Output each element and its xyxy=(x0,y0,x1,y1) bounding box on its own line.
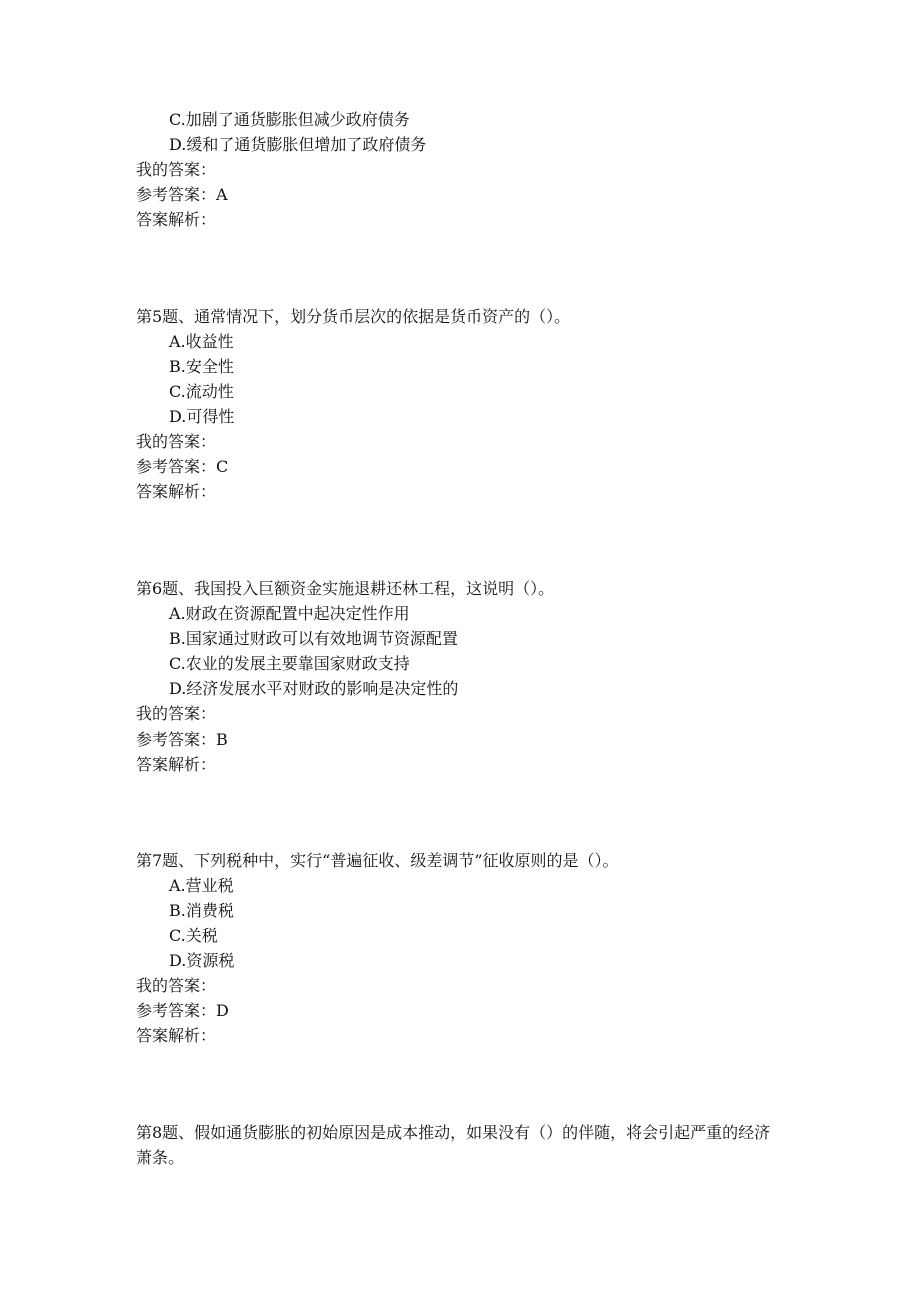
q4-my-answer: 我的答案： xyxy=(136,160,217,179)
q7-option-a: A.营业税 xyxy=(169,876,234,895)
q5-option-b: B.安全性 xyxy=(169,357,234,376)
q7-option-c: C.关税 xyxy=(169,926,218,945)
q7-option-d: D.资源税 xyxy=(169,951,235,970)
q6-option-b: B.国家通过财政可以有效地调节资源配置 xyxy=(169,629,458,648)
q6-option-c: C.农业的发展主要靠国家财政支持 xyxy=(169,654,410,673)
q7-question: 第7题、下列税种中，实行“普遍征收、级差调节”征收原则的是（）。 xyxy=(136,851,619,870)
q6-my-answer: 我的答案： xyxy=(136,704,217,723)
q8-question: 第8题、假如通货膨胀的初始原因是成本推动，如果没有（）的伴随，将会引起严重的经济萧条。 xyxy=(136,1123,771,1167)
q5-my-answer: 我的答案： xyxy=(136,432,217,451)
q7-option-b: B.消费税 xyxy=(169,901,234,920)
q4-option-c: C.加剧了通货膨胀但减少政府债务 xyxy=(169,110,410,129)
q7-answer-analysis: 答案解析： xyxy=(136,1026,217,1045)
q7-reference-answer: 参考答案：D xyxy=(136,1001,229,1020)
q7-my-answer: 我的答案： xyxy=(136,976,217,995)
q4-answer-analysis: 答案解析： xyxy=(136,210,217,229)
q4-reference-answer: 参考答案：A xyxy=(136,185,228,204)
q5-option-c: C.流动性 xyxy=(169,382,234,401)
q6-option-d: D.经济发展水平对财政的影响是决定性的 xyxy=(169,679,459,698)
q5-option-a: A.收益性 xyxy=(169,332,234,351)
q6-reference-answer: 参考答案：B xyxy=(136,730,228,749)
q6-option-a: A.财政在资源配置中起决定性作用 xyxy=(169,604,410,623)
q6-answer-analysis: 答案解析： xyxy=(136,755,217,774)
q5-option-d: D.可得性 xyxy=(169,407,235,426)
q5-question: 第5题、通常情况下，划分货币层次的依据是货币资产的（）。 xyxy=(136,307,571,326)
q6-question: 第6题、我国投入巨额资金实施退耕还林工程，这说明（）。 xyxy=(136,579,555,598)
q5-answer-analysis: 答案解析： xyxy=(136,482,217,501)
q4-option-d: D.缓和了通货膨胀但增加了政府债务 xyxy=(169,135,427,154)
q5-reference-answer: 参考答案：C xyxy=(136,457,229,476)
